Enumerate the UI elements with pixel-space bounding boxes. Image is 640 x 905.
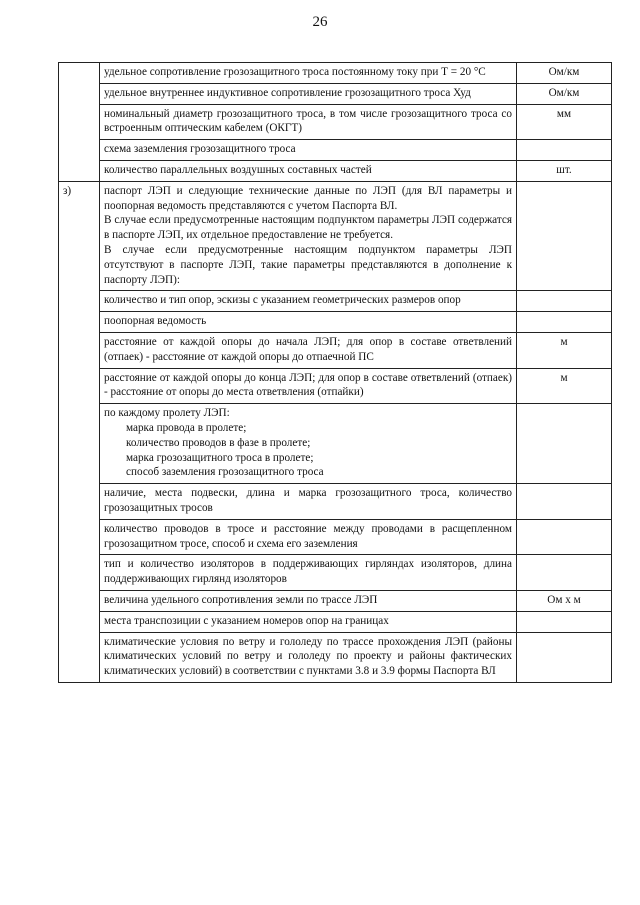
unit-cell: Ом/км xyxy=(517,83,612,104)
unit-cell: м xyxy=(517,332,612,368)
table-row xyxy=(59,312,612,333)
unit-cell xyxy=(517,611,612,632)
parameter-cell: номинальный диаметр грозозащитного троса, в том числе грозозащитного троса со встроенным оптическим кабелем (ОКГТ) xyxy=(100,104,517,140)
span-heading: по каждому пролету ЛЭП: xyxy=(104,407,230,420)
unit-cell: Ом/км xyxy=(517,63,612,84)
unit-cell xyxy=(517,519,612,555)
parameter-cell: расстояние от каждой опоры до начала ЛЭП; для опор в составе ответвлений (отпаек) - расстояние от каждой опоры до отпаечной ПС xyxy=(100,332,517,368)
unit-cell xyxy=(517,140,612,161)
label-cell xyxy=(59,63,100,182)
table-row xyxy=(59,590,612,611)
table-row xyxy=(59,519,612,555)
table-row xyxy=(59,404,612,484)
intro-line: В случае если предусмотренные настоящим подпунктом параметры ЛЭП содержатся в паспорте ЛЭП, их отдельное предоставление не требуется. xyxy=(104,214,512,242)
table-row xyxy=(59,555,612,591)
intro-line: паспорт ЛЭП и следующие технические данные по ЛЭП (для ВЛ параметры и поопорная ведомость представляются с учетом Паспорта ВЛ. xyxy=(104,184,512,212)
parameter-cell: расстояние от каждой опоры до конца ЛЭП; для опор в составе ответвлений (отпаек) - расстояние от опоры до места ответвления (отпайки) xyxy=(100,368,517,404)
unit-cell xyxy=(517,555,612,591)
unit-cell xyxy=(517,181,612,291)
parameters-table xyxy=(58,62,612,683)
table-row xyxy=(59,140,612,161)
table-row xyxy=(59,484,612,520)
unit-cell xyxy=(517,312,612,333)
parameter-cell: удельное внутреннее индуктивное сопротивление грозозащитного троса Худ xyxy=(100,83,517,104)
parameter-cell: климатические условия по ветру и гололеду по трассе прохождения ЛЭП (районы климатических условий по ветру и гололеду по проекту и районы фактических климатических условий) в соответствии с пунктами 3.8 и 3.9 формы Паспорта ВЛ xyxy=(100,632,517,682)
table-row xyxy=(59,611,612,632)
section-label: з) xyxy=(59,181,100,682)
parameter-cell: поопорная ведомость xyxy=(100,312,517,333)
intro-line: В случае если предусмотренные настоящим подпунктом параметры ЛЭП отсутствуют в паспорте ЛЭП, такие параметры представляются в дополнение к паспорту ЛЭП): xyxy=(104,243,512,286)
unit-cell xyxy=(517,404,612,484)
unit-cell xyxy=(517,291,612,312)
span-item: марка провода в пролете; xyxy=(126,421,247,434)
table-row xyxy=(59,181,612,291)
table-row xyxy=(59,368,612,404)
table-row xyxy=(59,332,612,368)
parameter-cell: наличие, места подвески, длина и марка грозозащитного троса, количество грозозащитных тросов xyxy=(100,484,517,520)
parameter-cell: количество проводов в тросе и расстояние между проводами в расщепленном грозозащитном тросе, способ и схема его заземления xyxy=(100,519,517,555)
span-parameters-cell xyxy=(100,404,517,484)
parameter-cell: количество и тип опор, эскизы с указанием геометрических размеров опор xyxy=(100,291,517,312)
parameter-cell: схема заземления грозозащитного троса xyxy=(100,140,517,161)
span-item: способ заземления грозозащитного троса xyxy=(126,466,324,479)
section-intro xyxy=(100,181,517,291)
unit-cell xyxy=(517,632,612,682)
table-row xyxy=(59,632,612,682)
table-row xyxy=(59,104,612,140)
unit-cell: шт. xyxy=(517,160,612,181)
unit-cell: мм xyxy=(517,104,612,140)
page-number: 26 xyxy=(312,14,328,30)
unit-cell xyxy=(517,484,612,520)
table-row xyxy=(59,291,612,312)
unit-cell: м xyxy=(517,368,612,404)
table-row xyxy=(59,160,612,181)
parameter-cell: количество параллельных воздушных составных частей xyxy=(100,160,517,181)
parameter-cell: тип и количество изоляторов в поддерживающих гирляндах изоляторов, длина поддерживающих гирлянд изоляторов xyxy=(100,555,517,591)
parameter-cell: удельное сопротивление грозозащитного троса постоянному току при Т = 20 °С xyxy=(100,63,517,84)
parameter-cell: величина удельного сопротивления земли по трассе ЛЭП xyxy=(100,590,517,611)
table-row xyxy=(59,83,612,104)
span-item: количество проводов в фазе в пролете; xyxy=(126,436,311,449)
span-item: марка грозозащитного троса в пролете; xyxy=(126,451,314,464)
parameter-cell: места транспозиции с указанием номеров опор на границах xyxy=(100,611,517,632)
unit-cell: Ом х м xyxy=(517,590,612,611)
table-row xyxy=(59,63,612,84)
